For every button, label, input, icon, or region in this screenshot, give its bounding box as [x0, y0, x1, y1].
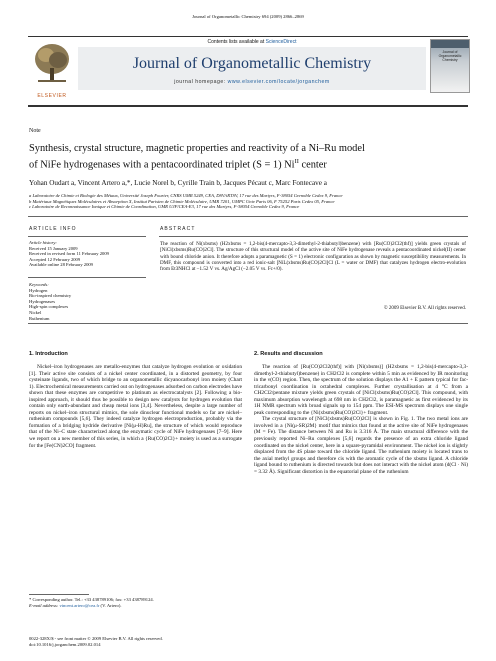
keywords-rule	[28, 277, 146, 278]
article-info-heading: ARTICLE INFO	[29, 226, 77, 232]
email-label: E-mail address:	[29, 602, 60, 608]
sciencedirect-link[interactable]: ScienceDirect	[265, 39, 297, 45]
email-line	[29, 603, 242, 609]
history-accepted: Accepted 12 February 2009	[29, 256, 81, 262]
journal-citation: Journal of Organometallic Chemistry 694 (2009) 2866–2869	[192, 14, 304, 19]
doi-line[interactable]: doi:10.1016/j.jorganchem.2009.02.014	[29, 641, 101, 647]
title-line-1: Synthesis, crystal structure, magnetic properties and reactivity of a Ni–Ru model	[29, 143, 365, 154]
affiliation-c: c Laboratoire de Reconnaissance Ionique et Chimie de Coordination, UMR UJF/CEA-E3, 17 rue des Martyrs, F-38054 Grenoble Cedex 9, France	[29, 204, 300, 210]
email-suffix: (V. Artero).	[99, 602, 122, 608]
history-label: Article history:	[29, 240, 57, 245]
keywords-label: Keywords:	[29, 282, 49, 287]
footnote	[29, 597, 242, 608]
keyword-item: Nickel	[29, 309, 42, 315]
publisher-name: ELSEVIER	[37, 93, 67, 99]
history-revised: Received in revised form 11 February 2009	[29, 251, 109, 257]
keyword-item: Ruthenium	[29, 315, 50, 321]
cover-band	[431, 40, 469, 48]
corresponding-author: * Corresponding author. Tel.: +33 438789106; fax: +33 438789124.	[29, 597, 154, 602]
abstract-rule	[159, 236, 468, 237]
section-1-heading: 1. Introduction	[29, 351, 68, 357]
section-2-heading: 2. Results and discussion	[254, 351, 323, 357]
section-1-body	[29, 364, 242, 449]
elsevier-logo	[30, 40, 74, 92]
article-info-rule	[28, 236, 146, 237]
article-title	[29, 143, 469, 171]
footnote-rule	[29, 594, 89, 595]
affiliations	[29, 193, 469, 210]
homepage-prefix: journal homepage:	[174, 79, 228, 85]
contents-line	[78, 39, 426, 45]
abstract-heading: ABSTRACT	[160, 226, 196, 232]
issn-line: 0022-328X/$ - see front matter © 2009 Elsevier B.V. All rights reserved.	[29, 636, 163, 641]
article-history	[29, 240, 147, 268]
keyword-item: Hydrogen	[29, 287, 48, 293]
affiliation-a: a Laboratoire de Chimie et Biologie des Métaux, Université Joseph Fourier, CNRS UMR 5249, CEA, DSV/iRTSV, 17 rue des Martyrs, F-38054 Grenoble Cedex 9, France	[29, 193, 343, 198]
section-2-paragraph: The crystal structure of [NiCl(xbsms)Ru(CO)2Cl] is shown in Fig. 1. The two metal ions are involved in a {Ni(μ-SR)2M} motif that mimics that found at the active site of NiFe hydrogenases (M = Fe). The distance between Ni and Ru is 3.316 Å. The main structural difference with the previously reported Ni–Ru complexes [5,6] regards the presence of an extra chloride ligand coordinated on the nickel center, here in a square-pyramidal environment. The nickel ion is slightly displaced from the 4S plane toward the chloride ligand. The ruthenium moiety is located trans to the axial methyl groups and therefore cis with the aromatic cycle of the xbsms ligand. A chloride ligand bound to ruthenium is directed towards but does not interact with the nickel atom (d(Cl · Ni) = 3.32 Å). Significant distortion in the equatorial plane of the ruthenium	[254, 416, 468, 475]
title-line-2-end: center	[298, 158, 327, 170]
homepage-line	[78, 79, 426, 85]
keyword-item: Hydrogenases	[29, 298, 56, 304]
header-rule-bottom	[28, 105, 468, 107]
journal-cover-thumbnail	[430, 39, 470, 93]
abstract-text: The reaction of Ni(xbsms) (H2xbsms = 1,2-bis(4-mercapto-3,3-dimethyl-2-thiabutyl)benzene) with [Ru(CO)2Cl2(thf)] yields green crystals of [NiCl(xbsms)Ru(CO)2Cl]. The structure of this structural model of the active site of NiFe hydrogenase reveals a pentacoordinated nickel(II) center with bound chloride anion. It therefore adopts a paramagnetic (S = 1) electronic configuration as shown by magnetic susceptibility measurements. In DMF, this compound is converted into a red ionic-salt [NiL(xbsms)Ru(CO)2Cl]Cl (L = water or DMF) that catalyzes hydrogen electro-evolution from Et3NHCl at −1.52 V vs. Ag/AgCl (−2.05 V vs. Fc+/0).	[160, 241, 466, 272]
affiliation-rule	[28, 216, 468, 217]
header-rule-top	[28, 36, 468, 37]
abstract-copyright: © 2009 Elsevier B.V. All rights reserved.	[383, 306, 466, 311]
abstract-bottom-rule	[28, 323, 468, 324]
keyword-item: Bio-inspired chemistry	[29, 293, 72, 299]
page-footer	[29, 636, 329, 647]
title-line-2	[29, 156, 469, 172]
homepage-link[interactable]: www.elsevier.com/locate/jorganchem	[227, 79, 330, 85]
contents-prefix: Contents lists available at	[207, 39, 266, 45]
keywords	[29, 282, 147, 321]
cover-title: Journal of Organometallic Chemistry	[438, 50, 462, 62]
keyword-item: High-spin complexes	[29, 304, 69, 310]
section-1-paragraph: Nickel–iron hydrogenases are metallo-enzymes that catalyze hydrogen evolution or oxidation [1]. Their active site consists of a nickel center coordinated, in a distorted geometry, by four cysteinate ligands, two of which bridge to an organometallic dicyanocarbonyl iron moiety (Chart 1). Electrochemical measurements carried out on hydrogenases adsorbed on carbon electrodes have shown that these enzymes are competitive to platinum as electrocatalysts [2]. Following a bio-inspired approach, it should thus be possible to design new catalysts for hydrogen evolution that contain only earth-abundant and cheap metal ions [3,4]. Nevertheless, despite a large number of reports on nickel–iron structural mimics, the sole dinuclear functional models so far are nickel–ruthenium compounds [5,6]. They indeed catalyze hydrogen electroproduction, probably via the formation of a bridging hydride derivative [Ni(μ-H)Ru], the structure of which would reproduce that of the Ni–C state characterized along the enzymatic cycle of NiFe hydrogenases [7–9]. Here we report on a new member of this series, in which a {Ru(CO)2Cl}+ moiety is used as a surrogate for the [Fe(CN)2CO] fragment.	[29, 364, 242, 449]
history-online: Available online 28 February 2009	[29, 262, 93, 268]
email-link[interactable]: vincent.artero@cea.fr	[59, 602, 100, 608]
article-type: Note	[29, 128, 41, 134]
journal-title: Journal of Organometallic Chemistry	[132, 55, 372, 72]
title-superscript: II	[294, 157, 299, 165]
authors: Yohan Oudart a, Vincent Artero a,*, Lucie Norel b, Cyrille Train b, Jacques Pécaut c, Marc Fontecave a	[29, 179, 327, 187]
history-received: Received 15 January 2009	[29, 245, 78, 251]
section-2-paragraph: The reaction of [Ru(CO)2Cl2(thf)] with [Ni(xbsms)] (H2xbsms = 1,2-bis(4-mercapto-3,3-dimethyl-2-thiabutyl)benzene) in CH2Cl2 is complete within 5 min as evidenced by IR monitoring in the ν(CO) region. Then, the spectrum of the solution displays the A1 + E pattern typical for fac-tricarbonyl coordination in octahedral complexes. Further crystallisation at 4 °C from a CH2Cl2/pentane mixture yields green crystals of [NiCl(xbsms)Ru(CO)2Cl]. This compound, with maximum absorption wavelength at 698 nm in CH2Cl2, is paramagnetic as first evidenced by its 1H NMR spectrum with broad signals up to 154 ppm. The ESI-MS spectrum displays one single peak corresponding to the {Ni(xbsms)Ru(CO)2Cl}+ fragment.	[254, 364, 468, 416]
title-line-2-text: of NiFe hydrogenases with a pentacoordinated triplet (S = 1) Ni	[29, 158, 295, 170]
affiliation-b: b Matériaux Magnétiques Moléculaires et Absorption X, Institut Parisien de Chimie Moléculaire, UMR 7201, UMPC Univ Paris 06, F 75252 Paris Cedex 05, France	[29, 198, 335, 204]
section-2-body	[254, 364, 468, 475]
